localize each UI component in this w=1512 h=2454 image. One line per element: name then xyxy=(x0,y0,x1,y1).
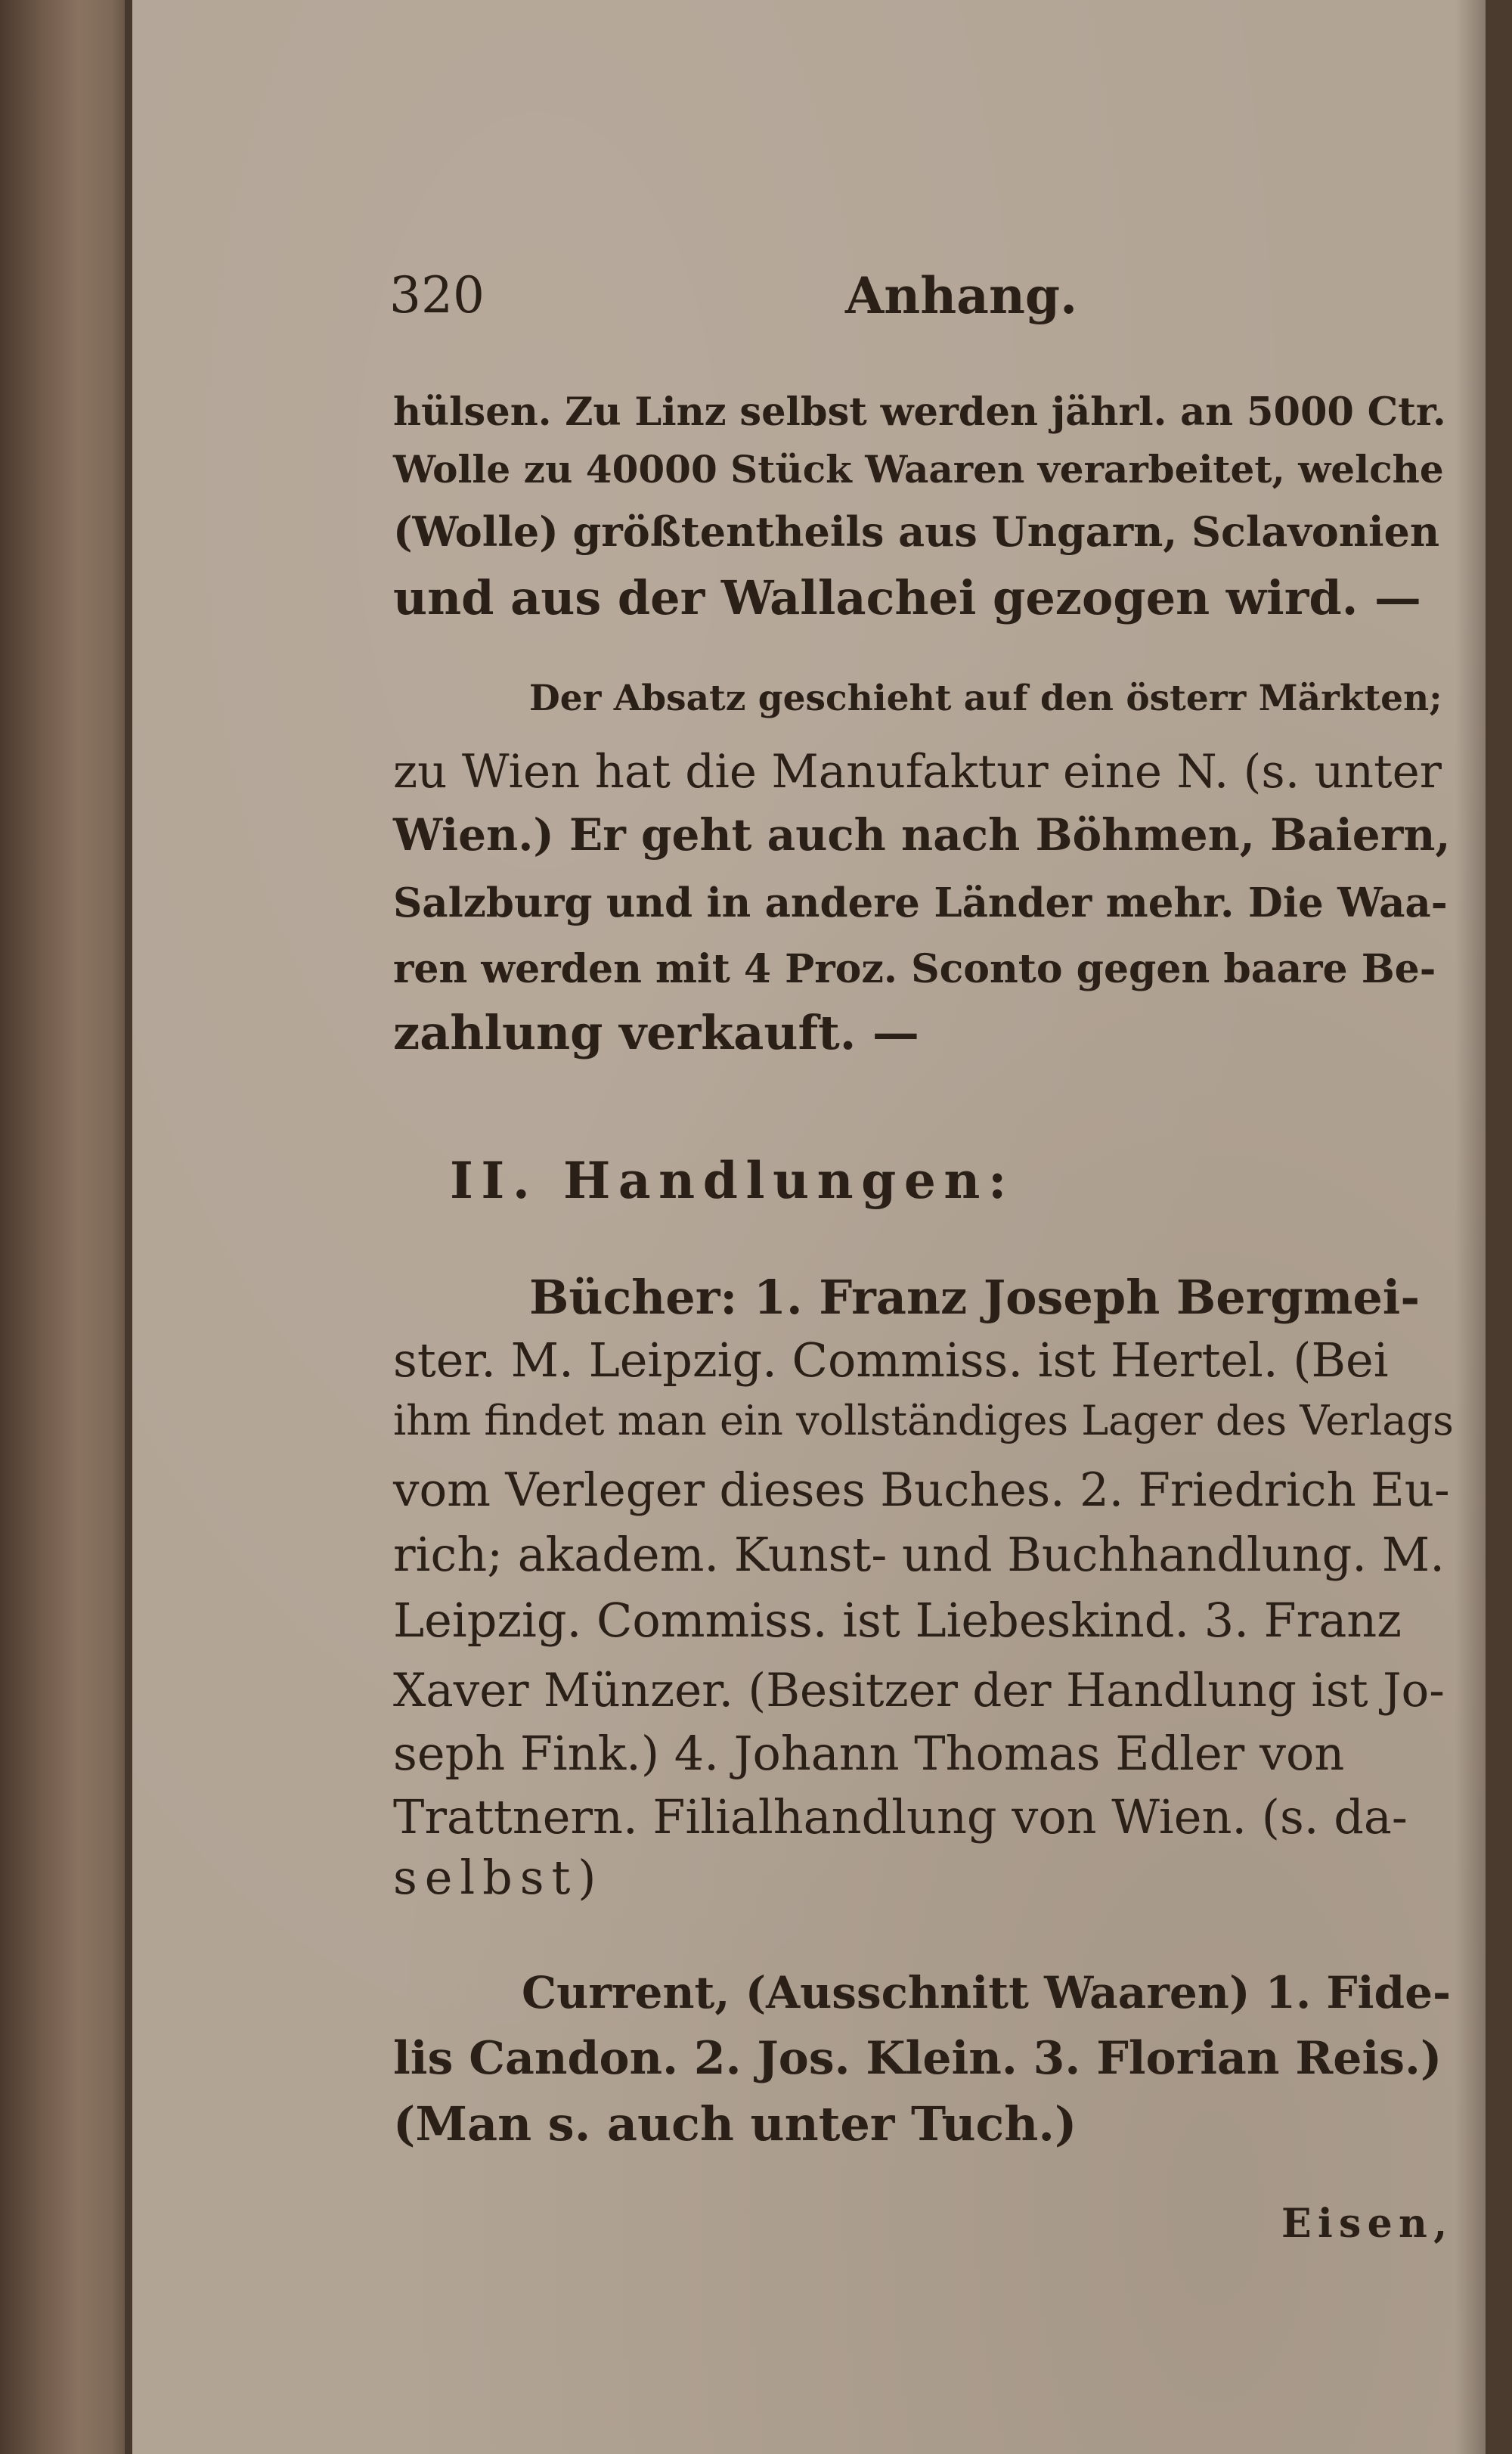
section-heading: II. Handlungen: xyxy=(450,1151,1015,1210)
text-line: Current, (Ausschnitt Waaren) 1. Fide- xyxy=(522,1967,1452,2018)
text-line: rich; akadem. Kunst- und Buchhandlung. M. xyxy=(393,1527,1445,1582)
text-line: Trattnern. Filialhandlung von Wien. (s. da- xyxy=(393,1789,1408,1844)
text-line: seph Fink.) 4. Johann Thomas Edler von xyxy=(393,1726,1345,1781)
text-line: Wolle zu 40000 Stück Waaren verarbeitet, welche xyxy=(393,447,1444,492)
book-spine-gutter xyxy=(0,0,132,2454)
catchword: Eisen, xyxy=(1281,2201,1454,2247)
page-number: 320 xyxy=(389,266,485,324)
text-line: selbst) xyxy=(393,1850,604,1905)
page-paper xyxy=(132,0,1486,2454)
text-line: Leipzig. Commiss. ist Liebeskind. 3. Franz xyxy=(393,1593,1402,1648)
text-line: (Wolle) größtentheils aus Ungarn, Sclavonien xyxy=(393,507,1440,556)
text-line: (Man s. auch unter Tuch.) xyxy=(393,2096,1077,2152)
text-line: zu Wien hat die Manufaktur eine N. (s. unter xyxy=(393,745,1442,799)
next-page-edge xyxy=(1486,0,1512,2454)
page-edge-shading xyxy=(1455,0,1486,2454)
running-title: Anhang. xyxy=(845,266,1078,325)
text-line: Bücher: 1. Franz Joseph Bergmei- xyxy=(529,1270,1421,1325)
text-line: zahlung verkauft. — xyxy=(393,1005,919,1060)
text-line: Der Absatz geschieht auf den österr Märkten; xyxy=(529,678,1442,719)
text-line: vom Verleger dieses Buches. 2. Friedrich Eu- xyxy=(393,1463,1450,1517)
text-line: ster. M. Leipzig. Commiss. ist Hertel. (Bei xyxy=(393,1332,1389,1388)
text-line: Wien.) Er geht auch nach Böhmen, Baiern, xyxy=(393,809,1451,861)
text-line: ihm findet man ein vollständiges Lager des Verlags xyxy=(393,1397,1454,1444)
text-line: und aus der Wallachei gezogen wird. — xyxy=(393,570,1421,625)
text-line: lis Candon. 2. Jos. Klein. 3. Florian Reis.) xyxy=(393,2032,1442,2085)
text-line: ren werden mit 4 Proz. Sconto gegen baare Be- xyxy=(393,946,1436,992)
text-line: hülsen. Zu Linz selbst werden jährl. an 5000 Ctr. xyxy=(393,389,1446,435)
text-line: Salzburg und in andere Länder mehr. Die Waa- xyxy=(393,880,1448,926)
text-line: Xaver Münzer. (Besitzer der Handlung ist Jo- xyxy=(393,1664,1445,1717)
